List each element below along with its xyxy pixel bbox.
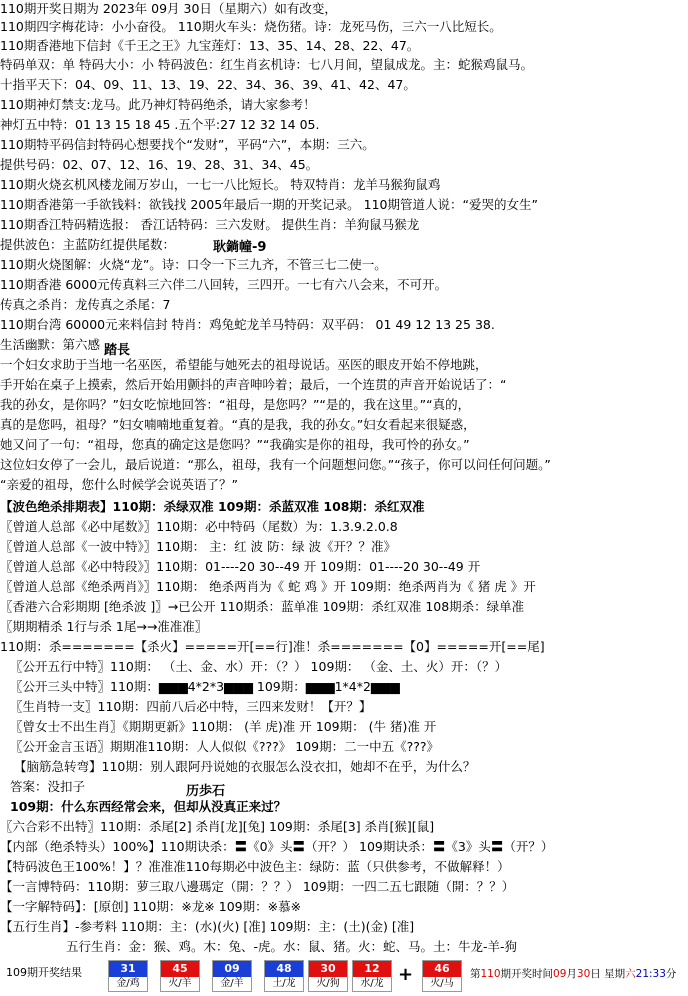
next-draw-day-unit: 日 星期 xyxy=(590,968,626,980)
next-draw-month: 09 xyxy=(553,968,567,980)
text-line: 特码单双：单 特码大小：小 特码波色：红生肖玄机诗：七八月间，望鼠成龙。主：蛇猴鸡鼠马。 xyxy=(0,57,533,72)
text-line: 〖曾道人总部《绝杀两肖》〗110期： 绝杀两肖为《 蛇 鸡 》开 109期：绝杀两肖为《 猪 虎 》开 xyxy=(0,579,536,594)
result-ball-zodiac: 金/羊 xyxy=(220,978,244,989)
next-draw-prefix: 第 xyxy=(470,968,481,980)
text-line: 【内部（绝杀特头）100%】110期诀杀：〓《0》头〓（开？） 109期诀杀：〓《3》头〓（开？） xyxy=(0,839,554,854)
text-line: 109期：什么东西经常会来，但却从没真正来过？ xyxy=(10,799,287,814)
text-line: 110期开奖日期为 2023年 09月 30日（星期六）如有改变， xyxy=(0,1,337,16)
next-draw-label: 期开奖时间 xyxy=(500,968,554,980)
text-line: 手开始在桌子上摸索，然后开始用颤抖的声音呻吟着；最后，一个连贯的声音开始说话了：“ xyxy=(0,377,507,392)
next-draw-weekday: 六 xyxy=(625,968,636,980)
text-line: 十指平天下：04、09、11、13、19、22、34、36、39、41、42、47。 xyxy=(0,77,416,92)
result-ball-zodiac: 金/鸡 xyxy=(116,978,140,989)
text-line: 【波色绝杀排期表】110期：杀绿双准 109期：杀蓝双准 108期：杀红双准 xyxy=(0,499,425,514)
text-line: 神灯五中特：01 13 15 18 45 .五个平:27 12 32 14 05. xyxy=(0,117,320,132)
text-line: 〖香港六合彩期期 [绝杀波 ]〗→已公开 110期杀：蓝单准 109期：杀红双准 108期杀：绿单准 xyxy=(0,599,525,614)
text-line: 答案：没扣子 xyxy=(10,779,86,794)
result-ball xyxy=(352,960,392,992)
result-ball-zodiac: 水/龙 xyxy=(360,978,384,989)
result-ball-number: 30 xyxy=(309,961,347,977)
next-draw-day: 30 xyxy=(576,968,591,980)
result-ball-number: 45 xyxy=(161,961,199,977)
text-line: 〖曾道人总部《必中特段》〗110期：01----20 30--49 开 109期：01----20 30--49 开 xyxy=(0,559,481,574)
next-draw-info xyxy=(470,967,676,981)
text-line: 真的是您吗，祖母？”妇女喃喃地重复着。“真的是我，我的孙女。”妇女看起来很疑惑， xyxy=(0,417,476,432)
next-draw-month-unit: 月 xyxy=(566,968,577,980)
result-ball xyxy=(160,960,200,992)
draw-result-bar xyxy=(0,958,688,996)
special-ball xyxy=(422,960,462,992)
text-line: 110期香港 6000元传真料三六伴二八回转，三四开。一七有六八会来，不可开。 xyxy=(0,277,448,292)
text-line: 110期火烧图解：火烧“龙”。诗：口令一下三九齐，不管三七二使一。 xyxy=(0,257,387,272)
result-title: 109期开奖结果 xyxy=(6,966,82,979)
text-line: 110期特平码信封特码心想要找个“发财”，平码“六”，本期：三六。 xyxy=(0,137,375,152)
text-line: 【五行生肖】-参考料 110期：主：(水)(火) [准] 109期：主：(土)(金) [准] xyxy=(0,919,415,934)
text-line: 【一字解特码】：[原创] 110期：※龙※ 109期：※慕※ xyxy=(0,899,302,914)
text-line: 传真之杀肖：龙传真之杀尾：7 xyxy=(0,297,171,312)
text-line: 提供波色：主蓝防红提供尾数： xyxy=(0,237,176,252)
next-draw-suffix: 分 xyxy=(665,968,677,980)
result-ball-zodiac: 火/狗 xyxy=(316,978,340,989)
next-draw-time: 21:33 xyxy=(635,968,666,980)
overlay-answer-liming: 历歩石 xyxy=(186,784,226,799)
text-line: 【一言博特码：110期：萝三取八邊瑪定（開：？？） 109期：一四二五七跟随（開：？？） xyxy=(0,879,515,894)
text-line: 〖期期精杀 1行与杀 1尾→→准准准〗 xyxy=(0,619,208,634)
text-line: 〖生肖特一支〗110期：四前八后必中特，三四来发财！【开？】 xyxy=(10,699,372,714)
text-line: 110期：杀=======【杀火】=====开[==行]准！杀=======【0】=====开[==尾] xyxy=(0,639,545,654)
text-line: 一个妇女求助于当地一名巫医，希望能与她死去的祖母说话。巫医的眼皮开始不停地跳， xyxy=(0,357,488,372)
result-ball-number: 09 xyxy=(213,961,251,977)
special-ball-number: 46 xyxy=(423,961,461,977)
text-line: 【特码波色王100%！】？准准准110每期必中波色主：绿防：蓝（只供参考，不做解释！） xyxy=(0,859,510,874)
text-line: 〖曾女士不出生肖〗《期期更新》110期： (羊 虎)准 开 109期： (牛 猪)准 开 xyxy=(10,719,437,734)
text-line: “亲爱的祖母，您什么时候学会说英语了？” xyxy=(0,477,238,492)
text-line: 110期台湾 60000元来料信封 特肖：鸡兔蛇龙羊马特码：双平码： 01 49 12 13 25 38. xyxy=(0,317,495,332)
text-line: 〖公开金言玉语〗期期准110期：人人似似《???》 109期：二一中五《???》 xyxy=(10,739,439,754)
result-ball-zodiac: 火/羊 xyxy=(168,978,192,989)
text-line: 五行生肖：金：猴、鸡。木：兔、-虎。水：鼠、猪。火：蛇、马。土：牛龙-羊-狗 xyxy=(66,939,518,954)
result-ball xyxy=(108,960,148,992)
text-line: 110期火烧玄机风楼龙闹万岁山，一七一八比短长。 特双特肖：龙羊马猴狗鼠鸡 xyxy=(0,177,441,192)
result-ball xyxy=(308,960,348,992)
text-line: 我的孙女，是你吗？”妇女吃惊地回答：“祖母，是您吗？”“是的，我在这里。”“真的， xyxy=(0,397,471,412)
result-ball xyxy=(264,960,304,992)
text-line: 110期香港地下信封《千王之王》九宝莲灯：13、35、14、28、22、47。 xyxy=(0,38,420,53)
text-line: 110期香港第一手欲钱料：欲钱找 2005年最后一期的开奖记录。 110期管道人说：“爱哭的女生” xyxy=(0,197,538,212)
text-line: 〖公开五行中特〗110期： （土、金、水）开：（？） 109期： （金、土、火）开：（？） xyxy=(10,659,508,674)
result-ball-number: 31 xyxy=(109,961,147,977)
next-draw-issue: 110 xyxy=(480,968,501,980)
text-line: 〖曾道人总部《必中尾数》〗110期：必中特码（尾数）为：1.3.9.2.0.8 xyxy=(0,519,398,534)
text-line: 提供号码：02、07、12、16、19、28、31、34、45。 xyxy=(0,157,319,172)
text-line: 生活幽默：第六感 xyxy=(0,337,101,352)
text-line: 【脑筋急转弯】110期：别人跟阿丹说她的衣服怎么没衣扣，她却不在乎，为什么？ xyxy=(14,759,476,774)
result-ball xyxy=(212,960,252,992)
text-line: 〖曾道人总部《一波中特》〗110期： 主：红 波 防：绿 波《开？？准》 xyxy=(0,539,397,554)
plus-sign: + xyxy=(398,964,414,985)
text-line: 〖六合彩不出特〗110期：杀尾[2] 杀肖[龙][兔] 109期：杀尾[3] 杀肖[猴][鼠] xyxy=(0,819,435,834)
text-line: 110期香江特码精选报： 香江话特码：三六发财。 提供生肖：羊狗鼠马猴龙 xyxy=(0,217,420,232)
text-line: 这位妇女停了一会儿，最后说道：“那么，祖母，我有一个问题想问您。”“孩子，你可以问任何问题。” xyxy=(0,457,551,472)
text-line: 110期四字梅花诗：小小奋役。 110期火车头：烧伤猪。诗：龙死马伤，三六一八比短长。 xyxy=(0,19,502,34)
result-ball-number: 48 xyxy=(265,961,303,977)
text-line: 〖公开三头中特〗110期：▆▆▆4*2*3▆▆▆ 109期：▆▆▆1*4*2▆▆▆ xyxy=(10,679,400,694)
special-ball-zodiac: 火/马 xyxy=(430,978,454,989)
result-ball-zodiac: 土/龙 xyxy=(272,978,296,989)
text-line: 110期神灯禁支:龙马。此乃神灯特码绝杀，请大家参考！ xyxy=(0,97,316,112)
text-line: 她又问了一句：“祖母，您真的确定这是您吗？”“我确实是你的祖母，我可怜的孙女。” xyxy=(0,437,470,452)
result-ball-number: 12 xyxy=(353,961,391,977)
overlay-title-zhaozhang: 踏長 xyxy=(104,343,131,358)
overlay-tail-digits: 耿鋿幢-9 xyxy=(213,240,267,255)
